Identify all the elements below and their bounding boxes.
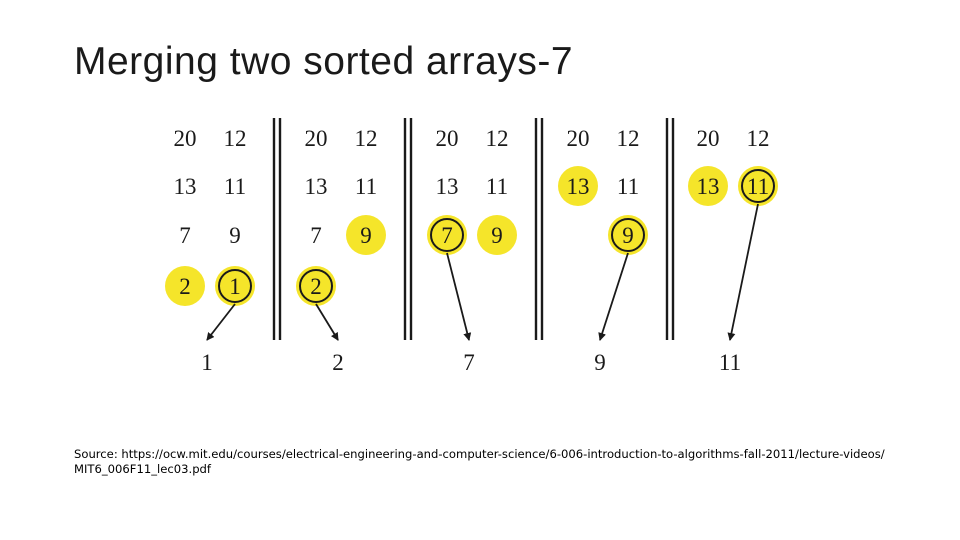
array-value: 13 bbox=[435, 174, 459, 199]
output-value: 7 bbox=[463, 350, 475, 375]
array-value: 12 bbox=[223, 126, 247, 151]
array-value: 9 bbox=[622, 223, 634, 248]
array-value: 13 bbox=[304, 174, 328, 199]
array-value: 11 bbox=[746, 174, 770, 199]
output-value: 2 bbox=[332, 350, 344, 375]
source-citation: Source: https://ocw.mit.edu/courses/electrical-engineering-and-computer-science/6-006-introduction-to-algorithms-fall-2011/lecture-videos/MIT6_006F11_lec03.pdf bbox=[74, 447, 885, 476]
array-value: 7 bbox=[441, 223, 453, 248]
array-value: 13 bbox=[173, 174, 197, 199]
array-value: 7 bbox=[310, 223, 322, 248]
array-value: 9 bbox=[229, 223, 241, 248]
merge-arrow bbox=[730, 204, 758, 340]
array-value: 11 bbox=[616, 174, 640, 199]
output-value: 9 bbox=[594, 350, 606, 375]
array-value: 1 bbox=[229, 274, 241, 299]
slide-title: Merging two sorted arrays-7 bbox=[74, 40, 574, 83]
array-value: 9 bbox=[360, 223, 372, 248]
array-value: 12 bbox=[746, 126, 770, 151]
array-value: 20 bbox=[304, 126, 328, 151]
array-value: 2 bbox=[179, 274, 191, 299]
array-value: 11 bbox=[223, 174, 247, 199]
array-value: 11 bbox=[485, 174, 509, 199]
array-value: 20 bbox=[173, 126, 197, 151]
array-value: 20 bbox=[696, 126, 720, 151]
output-value: 1 bbox=[201, 350, 213, 375]
array-value: 13 bbox=[566, 174, 590, 199]
array-value: 20 bbox=[566, 126, 590, 151]
merge-arrow bbox=[600, 253, 628, 340]
merge-arrow bbox=[447, 253, 469, 340]
array-value: 20 bbox=[435, 126, 459, 151]
merge-arrow bbox=[316, 304, 338, 340]
array-value: 7 bbox=[179, 223, 191, 248]
array-value: 11 bbox=[354, 174, 378, 199]
array-value: 9 bbox=[491, 223, 503, 248]
array-value: 13 bbox=[696, 174, 720, 199]
array-value: 2 bbox=[310, 274, 322, 299]
output-value: 11 bbox=[718, 350, 742, 375]
array-value: 12 bbox=[616, 126, 640, 151]
array-value: 12 bbox=[485, 126, 509, 151]
array-value: 12 bbox=[354, 126, 378, 151]
merge-arrow bbox=[207, 304, 235, 340]
